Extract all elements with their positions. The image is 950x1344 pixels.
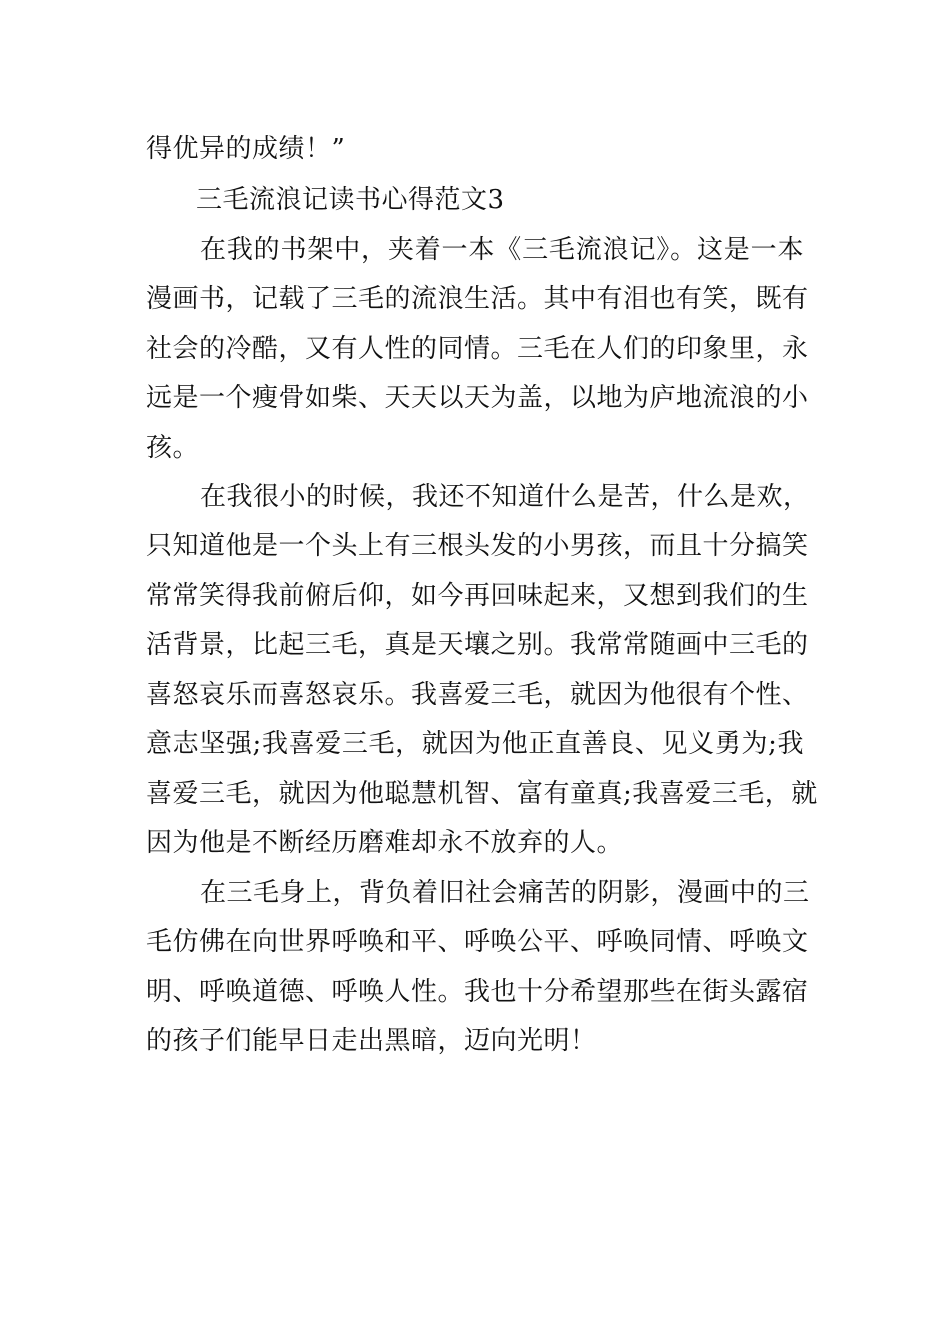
paragraph-line: 孩。 bbox=[146, 433, 200, 463]
paragraph-line: 在三毛身上，背负着旧社会痛苦的阴影，漫画中的三 bbox=[200, 878, 810, 908]
paragraph-line: 毛仿佛在向世界呼唤和平、呼唤公平、呼唤同情、呼唤文 bbox=[146, 927, 809, 957]
paragraph-line: 的孩子们能早日走出黑暗，迈向光明！ bbox=[146, 1026, 597, 1056]
paragraph-line: 远是一个瘦骨如柴、天天以天为盖，以地为庐地流浪的小 bbox=[146, 383, 809, 413]
paragraph-line: 在我的书架中，夹着一本《三毛流浪记》。这是一本 bbox=[200, 235, 804, 265]
paragraph-line: 社会的冷酷，又有人性的同情。三毛在人们的印象里，永 bbox=[146, 334, 809, 364]
paragraph-line: 明、呼唤道德、呼唤人性。我也十分希望那些在街头露宿 bbox=[146, 977, 809, 1007]
paragraph-line: 意志坚强;我喜爱三毛，就因为他正直善良、见义勇为;我 bbox=[146, 729, 804, 759]
paragraph-line: 常常笑得我前俯后仰，如今再回味起来，又想到我们的生 bbox=[146, 581, 809, 611]
carryover-line: 得优异的成绩！” bbox=[146, 134, 346, 164]
paragraph-line: 只知道他是一个头上有三根头发的小男孩，而且十分搞笑 bbox=[146, 531, 809, 561]
paragraph-line: 喜爱三毛，就因为他聪慧机智、富有童真;我喜爱三毛，就 bbox=[146, 779, 818, 809]
paragraph-line: 喜怒哀乐而喜怒哀乐。我喜爱三毛，就因为他很有个性、 bbox=[146, 680, 809, 710]
section-heading: 三毛流浪记读书心得范文3 bbox=[196, 185, 505, 215]
paragraph-line: 漫画书，记载了三毛的流浪生活。其中有泪也有笑，既有 bbox=[146, 284, 809, 314]
paragraph-line: 在我很小的时候，我还不知道什么是苦，什么是欢， bbox=[200, 482, 810, 512]
paragraph-line: 活背景，比起三毛，真是天壤之别。我常常随画中三毛的 bbox=[146, 630, 809, 660]
paragraph-line: 因为他是不断经历磨难却永不放弃的人。 bbox=[146, 828, 624, 858]
